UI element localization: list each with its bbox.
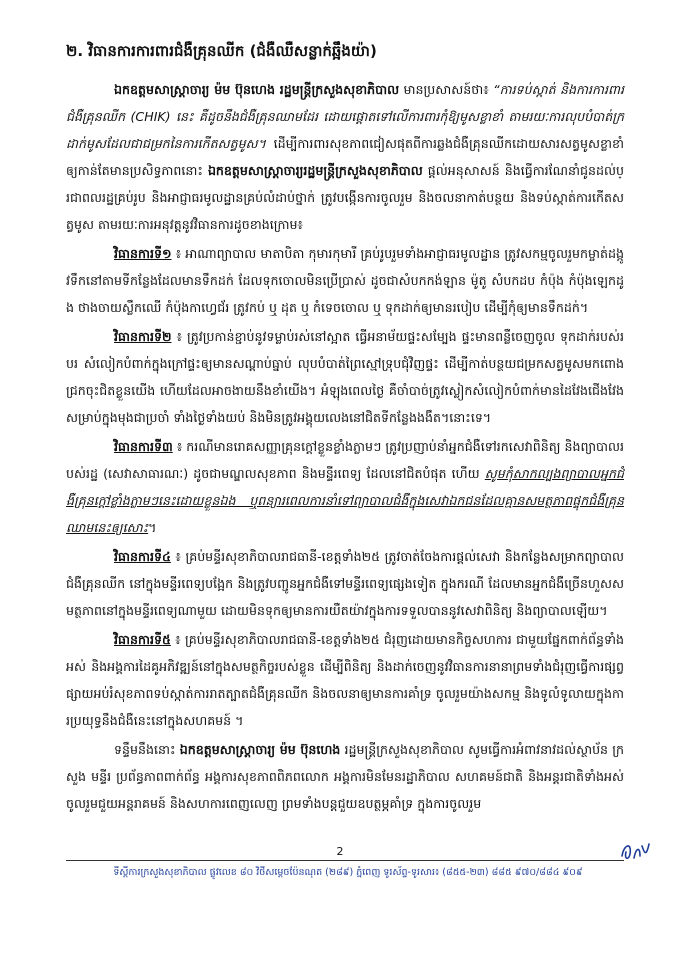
minister-quote: “ការទប់ស្កាត់ និងការការពារជំងឺគ្រុនឈីក (CHIK) នេះ គឺដូចនឹងជំងឺគ្រុនឈាមដែរ ដោយផ្តោតទៅលើការពារកុំឱ្យមូសខ្លាខាំ តាមរយៈការលុបបំបាត់ក្រដាក់មូសដែលជាជម្រកនៃការកើតសត្វមូស។ xyxy=(66,82,624,151)
footer-divider xyxy=(66,860,624,861)
minister-name: ឯកឧត្តមសាស្ត្រាចារ្យ ម៉ម ប៊ុនហេង រដ្ឋមន្ត្រីក្រសួងសុខាភិបាល xyxy=(114,82,400,97)
intro-text-3: ផ្តល់អនុសាសន៍ និងធ្វើការណែនាំជូនដល់ប្រជាពលរដ្ឋគ្រប់រូប និងអាជ្ញាធរមូលដ្ឋានគ្រប់លំដាប់ថ្នាក់ ត្រូវបង្កើនការចូលរួម និងចលនាកាត់បន្ថយ និងទប់ស្កាត់ការកើតសត្វមូស តាមរយៈការអនុវត្តនូវវិធានការដូចខាងក្រោម៖ xyxy=(66,163,625,232)
measure-label-2: វិធានការទី២ xyxy=(114,329,172,344)
measure-text-4: ៖ គ្រប់មន្ទីរសុខាភិបាលរាជធានី-ខេត្តទាំង២៥ ត្រូវចាត់ចែងការផ្តល់សេវា និងកន្លែងសម្រាកព្យាបាលជំងឺគ្រុនឈីក នៅក្នុងមន្ទីរពេទ្យបង្អែក និងត្រូវបញ្ជូនអ្នកជំងឺទៅមន្ទីរពេទ្យផ្សេងទៀត ក្នុងករណី ដែលមានអ្នកជំងឺច្រើនហួសសមត្ថភាពនៅក្នុងមន្ទីរពេទ្យណាមួយ ដោយមិនទុកឲ្យមានការយឺតយ៉ាវក្នុងការទទួលបាននូវសេវាពិនិត្យ និងព្យាបាលឡើយ។ xyxy=(66,549,624,618)
measure-label-4: វិធានការទី៤ xyxy=(114,549,171,564)
closing-text-2: រដ្ឋមន្ត្រីក្រសួងសុខាភិបាល សូមធ្វើការអំពាវនាវដល់ស្ថាប័ន ក្រសួង មន្ទីរ ប្រព័ន្ធភាពពាក់ព័ន្ធ អង្គការសុខភាពពិភពលោក អង្គការមិនមែនរដ្ឋាភិបាល សហគមន៍ជាតិ និងអន្តរជាតិទាំងអស់ ចូលរួមជួយអន្តរាគមន៍ និងសហការពេញលេញ ព្រមទាំងបន្តជួយឧបត្ថម្ភគាំទ្រ ក្នុងការចូលរួម xyxy=(66,742,625,811)
page-number: 2 xyxy=(336,845,344,858)
measure-paragraph-2 xyxy=(66,323,624,431)
measure-emphasis-3: សូមកុំសាកល្បងព្យាបាលអ្នកជំងឺគ្រុនក្តៅខ្លាំងភ្លាមៗនេះដោយខ្លួនឯង ឬពន្យារពេលការនាំទៅព្យាបាលជំងឺក្នុងសេវាឯកជនដែលគ្មានសមត្ថភាពផ្ទុកជំងឺគ្រុនឈាមនេះឲ្យសោះ xyxy=(66,466,624,535)
measure-tail-3: ។ xyxy=(148,520,157,535)
section-heading: ២. វិធានការការពារជំងឺគ្រុនឈីក (ជំងឺឈឺសន្លាក់ឆ្អឹងយ៉ា) xyxy=(66,42,377,60)
measure-text-5: ៖ គ្រប់មន្ទីរសុខាភិបាលរាជធានី-ខេត្តទាំង២៥ ជំរុញដោយមានកិច្ចសហការ ជាមួយផ្នែកពាក់ព័ន្ធទាំងអស់ និងអង្គការដៃគូអភិវឌ្ឍន៍នៅក្នុងសមត្ថកិច្ចរបស់ខ្លួន ដើម្បីពិនិត្យ និងដាក់ចេញនូវវិធានការនានាព្រមទាំងជំរុញធ្វើការផ្សព្វផ្សាយអប់រំសុខភាពទប់ស្កាត់ការរាតត្បាតជំងឺគ្រុនឈីក និងចលនាឲ្យមានការគាំទ្រ ចូលរួមយ៉ាងសកម្ម និងទូលំទូលាយក្នុងការប្រយុទ្ធនឹងជំងឺនេះនៅក្នុងសហគមន៍ ។ xyxy=(66,632,624,728)
measure-text-2: ៖ ត្រូវប្រកាន់ខ្ជាប់នូវទម្លាប់រស់នៅស្អាត ធ្វើអនាម័យផ្ទះសម្បែង ផ្ទះមានពន្លឺចេញចូល ទុកដាក់របស់របរ សំលៀកបំពាក់ក្នុងក្រៅផ្ទះឲ្យមានសណ្តាប់ធ្នាប់ លុបបំបាត់ព្រៃស្មៅទ្រុបជុំវិញផ្ទះ ដើម្បីកាត់បន្ថយជម្រកសត្វមូសមកពោងជ្រកចុះជិតខ្លួនយើង ហើយដែលអាចងាយនឹងខាំយើង។ អំឡុងពេលថ្ងៃ គឺចាំបាច់ត្រូវស្លៀកសំលៀកបំពាក់មានដៃវែងជើងវែង សម្រាប់ក្នុងមុងជាប្រចាំ ទាំងថ្ងៃទាំងយប់ និងមិនត្រូវអង្គុយលេងនៅជិតទីកន្លែងងងឹត។នោះទេ។ xyxy=(66,329,624,425)
measure-paragraph-5 xyxy=(66,626,624,734)
measure-paragraph-3 xyxy=(66,433,624,541)
measure-label-1: វិធានការទី១ xyxy=(114,246,172,261)
measure-label-5: វិធានការទី៥ xyxy=(114,632,171,647)
signature-initials-icon xyxy=(618,838,652,864)
measure-text-3: ៖ ករណីមានរោគសញ្ញាគ្រុនក្តៅខ្លួនខ្លាំងភ្លាមៗ ត្រូវប្រញាប់នាំអ្នកជំងឺទៅរកសេវាពិនិត្យ និងព្យាបាលរបស់រដ្ឋ (សេវាសាធារណៈ) ដូចជាមណ្ឌលសុខភាព និងមន្ទីរពេទ្យ ដែលនៅជិតបំផុត ហើយ xyxy=(66,439,624,481)
closing-paragraph xyxy=(66,736,624,817)
measure-label-3: វិធានការទី៣ xyxy=(114,439,173,454)
measure-text-1: ៖ អាណាព្យាបាល មាតាបិតា កុមារកុមារី គ្រប់រូបរួមទាំងអាជ្ញាធរមូលដ្ឋាន ត្រូវសកម្មចូលរួមកម្ចាត់ដង្កូវទឹកនៅតាមទីកន្លែងដែលមានទឹកដក់ ដែលទុកចោលមិនប្រើប្រាស់ ដូចជាសំបកកង់ឡាន ម៉ូតូ សំបកដប កំប៉ុង កំប៉ុងឡេកដូង ថាងចាយស្លឹកឈើ កំប៉ុងកាហ្វេជ័រ ត្រូវកប់ ឬ ដុត ឬ កំទេចចោល ឬ ទុកដាក់ឲ្យមានរបៀប ដើម្បីកុំឲ្យមានទឹកដក់។ xyxy=(66,246,624,315)
measure-paragraph-4 xyxy=(66,543,624,624)
closing-text-1: ទន្ទឹមនឹងនោះ xyxy=(114,742,180,757)
intro-text-2: ដើម្បីការពារសុខភាពជៀសផុតពីការឆ្លងជំងឺគ្រុនឈីកដោយសារសត្វមូសខ្លាខាំ ឲ្យកាន់តែមានប្រសិទ្ធភាពនោះ xyxy=(66,136,624,178)
minister-title: ឯកឧត្តមសាស្ត្រាចារ្យរដ្ឋមន្ត្រីក្រសួងសុខាភិបាល xyxy=(207,163,423,178)
intro-text-1: មានប្រសាសន៍ថា៖ xyxy=(399,82,494,97)
footer-address: ទីស្តីការក្រសួងសុខាភិបាល ផ្លូវលេខ ៨០ វិថីសម្តេចប៉ែនណុត (២៨៩) ភ្នំពេញ ទូរស័ព្ទ-ទូរសារ៖ (៨៥៥-២៣) ៨៨៥ ៩៧០/៨៨៤ ៩០៩ xyxy=(113,867,583,878)
measure-paragraph-1 xyxy=(66,240,624,321)
intro-paragraph xyxy=(66,76,624,238)
closing-minister-name: ឯកឧត្តមសាស្ត្រាចារ្យ ម៉ម ប៊ុនហេង xyxy=(179,742,341,757)
